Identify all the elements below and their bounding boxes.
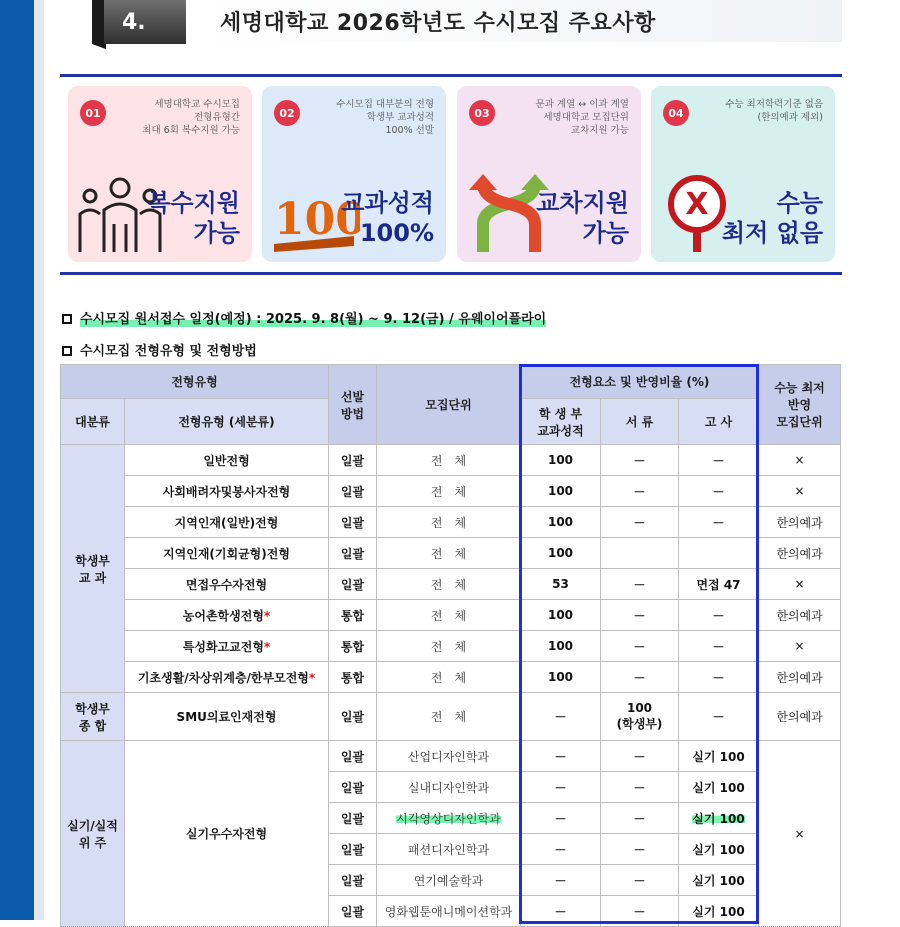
record-cell: － <box>521 693 601 741</box>
card-number: 01 <box>80 100 106 126</box>
record-cell: － <box>521 834 601 865</box>
exam-cell: 실기 100 <box>679 803 759 834</box>
card-description: 문과 계열 ↔ 이과 계열 세명대학교 모집단위 교차지원 가능 <box>535 99 629 136</box>
card-description: 수능 최저학력기준 없음 (한의예과 제외) <box>725 99 823 123</box>
card-number: 02 <box>274 100 300 126</box>
csat-cell: 한의예과 <box>759 538 841 569</box>
docs-cell: － <box>601 507 679 538</box>
category-cell: 학생부 교 과 <box>61 445 125 693</box>
header-major: 대분류 <box>61 399 125 445</box>
method-cell: 일괄 <box>329 476 377 507</box>
page-title: 세명대학교 2026학년도 수시모집 주요사항 <box>220 11 656 36</box>
unit-cell: 전 체 <box>377 693 521 741</box>
left-accent-bar <box>0 0 34 920</box>
types-heading: 수시모집 전형유형 및 전형방법 <box>62 340 257 359</box>
type-name-cell: 면접우수자전형 <box>125 569 329 600</box>
docs-cell: － <box>601 865 679 896</box>
unit-cell: 전 체 <box>377 631 521 662</box>
exam-cell: 실기 100 <box>679 865 759 896</box>
exam-cell: － <box>679 476 759 507</box>
unit-cell: 시각영상디자인학과 <box>377 803 521 834</box>
docs-cell: － <box>601 896 679 927</box>
record-cell: 100 <box>521 600 601 631</box>
header-method: 선발 방법 <box>329 365 377 445</box>
number-badge <box>92 0 188 46</box>
card-headline: 복수지원 가능 <box>147 189 240 247</box>
feature-card-02 <box>262 86 446 262</box>
header-type: 전형유형 <box>61 365 329 399</box>
exam-cell: － <box>679 507 759 538</box>
docs-cell: － <box>601 631 679 662</box>
section-header <box>62 0 842 44</box>
exam-cell: 실기 100 <box>679 896 759 927</box>
card-number: 03 <box>469 100 495 126</box>
docs-cell: － <box>601 834 679 865</box>
card-number: 04 <box>663 100 689 126</box>
type-name-cell: 지역인재(일반)전형 <box>125 507 329 538</box>
method-cell: 일괄 <box>329 896 377 927</box>
exam-cell: 실기 100 <box>679 772 759 803</box>
csat-cell: × <box>759 631 841 662</box>
card-headline: 수능 최저 없음 <box>721 189 823 247</box>
unit-cell: 전 체 <box>377 569 521 600</box>
svg-text:100: 100 <box>274 194 360 245</box>
docs-cell: － <box>601 772 679 803</box>
unit-cell: 전 체 <box>377 600 521 631</box>
unit-cell: 전 체 <box>377 476 521 507</box>
exam-cell: － <box>679 662 759 693</box>
svg-text:X: X <box>685 187 709 222</box>
method-cell: 일괄 <box>329 538 377 569</box>
exam-cell: 실기 100 <box>679 741 759 772</box>
method-cell: 일괄 <box>329 693 377 741</box>
card-headline: 교과성적 100% <box>341 189 434 247</box>
type-name-cell: 기초생활/차상위계층/한부모전형* <box>125 662 329 693</box>
method-cell: 일괄 <box>329 834 377 865</box>
record-cell: 100 <box>521 507 601 538</box>
exam-cell: － <box>679 445 759 476</box>
exam-cell: 실기 100 <box>679 834 759 865</box>
csat-cell: 한의예과 <box>759 507 841 538</box>
method-cell: 일괄 <box>329 803 377 834</box>
unit-cell: 전 체 <box>377 445 521 476</box>
type-name-cell: 농어촌학생전형* <box>125 600 329 631</box>
csat-cell: × <box>759 445 841 476</box>
method-cell: 일괄 <box>329 445 377 476</box>
exam-cell: － <box>679 631 759 662</box>
docs-cell: － <box>601 662 679 693</box>
method-cell: 통합 <box>329 662 377 693</box>
type-name-cell: 사회배려자및봉사자전형 <box>125 476 329 507</box>
header-unit: 모집단위 <box>377 365 521 445</box>
record-cell: 100 <box>521 476 601 507</box>
method-cell: 일괄 <box>329 507 377 538</box>
unit-cell: 패션디자인학과 <box>377 834 521 865</box>
feature-card-03 <box>457 86 641 262</box>
record-cell: － <box>521 803 601 834</box>
csat-cell: × <box>759 569 841 600</box>
category-cell: 실기/실적 위 주 <box>61 741 125 927</box>
record-cell: － <box>521 741 601 772</box>
csat-cell: × <box>759 476 841 507</box>
type-name-cell: 실기우수자전형 <box>125 741 329 927</box>
type-name-cell: 특성화고교전형* <box>125 631 329 662</box>
section-number: 4. <box>122 10 146 35</box>
record-cell: 100 <box>521 538 601 569</box>
header-docs: 서 류 <box>601 399 679 445</box>
elements-frame <box>519 364 759 924</box>
card-description: 수시모집 대부분의 전형 학생부 교과성적 100% 선발 <box>336 99 434 136</box>
docs-cell: － <box>601 476 679 507</box>
unit-cell: 산업디자인학과 <box>377 741 521 772</box>
docs-cell: 100 (학생부) <box>601 693 679 741</box>
unit-cell: 전 체 <box>377 662 521 693</box>
record-cell: 100 <box>521 631 601 662</box>
top-rule <box>60 74 842 77</box>
unit-cell: 전 체 <box>377 507 521 538</box>
method-cell: 일괄 <box>329 865 377 896</box>
card-headline: 교차지원 가능 <box>536 189 629 247</box>
header-elements: 전형요소 및 반영비율 (%) <box>521 365 759 399</box>
exam-cell: 면접 47 <box>679 569 759 600</box>
record-cell: 100 <box>521 662 601 693</box>
header-exam: 고 사 <box>679 399 759 445</box>
header-csat: 수능 최저 반영 모집단위 <box>759 365 841 445</box>
method-cell: 일괄 <box>329 569 377 600</box>
method-cell: 일괄 <box>329 741 377 772</box>
category-cell: 학생부 종 합 <box>61 693 125 741</box>
type-name-cell: SMU의료인재전형 <box>125 693 329 741</box>
header-minor: 전형유형 (세분류) <box>125 399 329 445</box>
csat-cell: × <box>759 741 841 927</box>
schedule-heading: 수시모집 원서접수 일정(예정) : 2025. 9. 8(월) ~ 9. 12(금) / 유웨이어플라이 <box>62 308 546 327</box>
docs-cell: － <box>601 445 679 476</box>
exam-cell: － <box>679 693 759 741</box>
docs-cell: － <box>601 741 679 772</box>
docs-cell: － <box>601 600 679 631</box>
unit-cell: 실내디자인학과 <box>377 772 521 803</box>
record-cell: － <box>521 896 601 927</box>
docs-cell: － <box>601 803 679 834</box>
unit-cell: 전 체 <box>377 538 521 569</box>
csat-cell: 한의예과 <box>759 600 841 631</box>
method-cell: 통합 <box>329 600 377 631</box>
record-cell: 100 <box>521 445 601 476</box>
feature-card-01 <box>68 86 252 262</box>
record-cell: － <box>521 865 601 896</box>
record-cell: 53 <box>521 569 601 600</box>
method-cell: 일괄 <box>329 772 377 803</box>
unit-cell: 영화웹툰애니메이션학과 <box>377 896 521 927</box>
feature-card-04 <box>651 86 835 262</box>
method-cell: 통합 <box>329 631 377 662</box>
type-name-cell: 일반전형 <box>125 445 329 476</box>
unit-cell: 연기예술학과 <box>377 865 521 896</box>
exam-cell: － <box>679 600 759 631</box>
card-description: 세명대학교 수시모집 전형유형간 최대 6회 복수지원 가능 <box>142 99 240 136</box>
header-record: 학 생 부 교과성적 <box>521 399 601 445</box>
type-name-cell: 지역인재(기회균형)전형 <box>125 538 329 569</box>
csat-cell: 한의예과 <box>759 662 841 693</box>
csat-cell: 한의예과 <box>759 693 841 741</box>
bottom-rule <box>60 272 842 275</box>
docs-cell: － <box>601 569 679 600</box>
left-accent-strip <box>34 0 44 920</box>
record-cell: － <box>521 772 601 803</box>
